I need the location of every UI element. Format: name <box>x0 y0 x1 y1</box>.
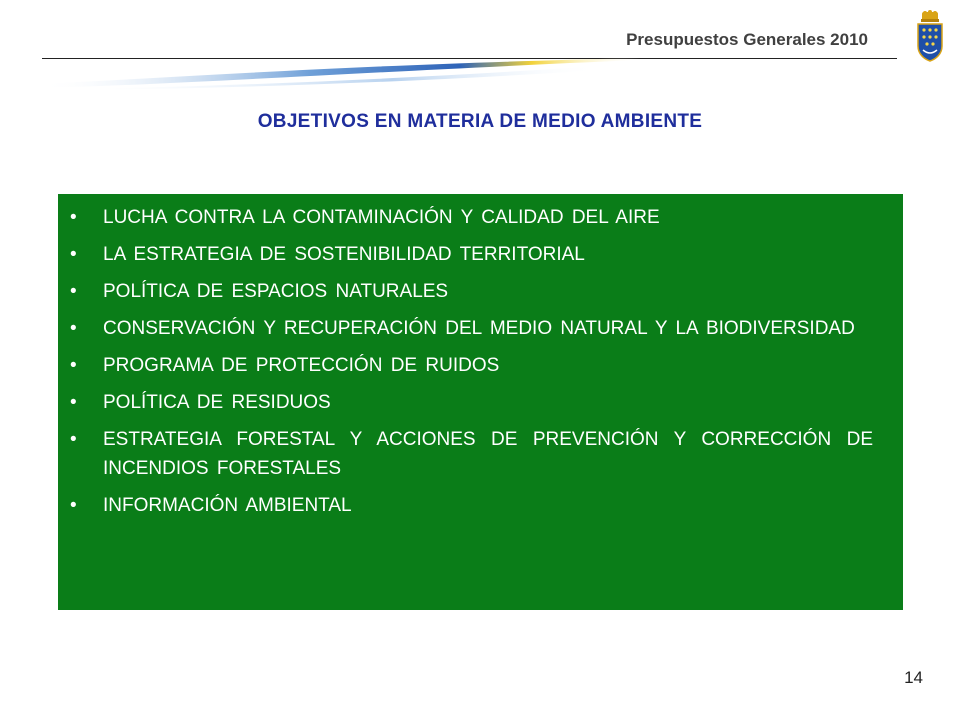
bullet-icon: • <box>70 207 77 228</box>
page-number: 14 <box>904 668 923 687</box>
header-title: Presupuestos Generales 2010 <box>626 30 868 49</box>
list-item <box>68 314 873 343</box>
bullet-icon: • <box>70 355 77 376</box>
objective-text: PROGRAMA DE PROTECCIÓN DE RUIDOS <box>103 355 500 376</box>
list-item <box>68 388 873 417</box>
objective-text: LA ESTRATEGIA DE SOSTENIBILIDAD TERRITORIAL <box>103 244 585 265</box>
bullet-icon: • <box>70 392 77 413</box>
objective-text: LUCHA CONTRA LA CONTAMINACIÓN Y CALIDAD DEL AIRE <box>103 207 660 228</box>
bullet-icon: • <box>70 281 77 302</box>
objective-text: CONSERVACIÓN Y RECUPERACIÓN DEL MEDIO NATURAL Y LA BIODIVERSIDAD <box>103 318 855 339</box>
objective-text: POLÍTICA DE RESIDUOS <box>103 392 331 413</box>
list-item <box>68 203 873 232</box>
list-item <box>68 351 873 380</box>
objective-text: ESTRATEGIA FORESTAL Y ACCIONES DE PREVENCIÓN Y CORRECCIÓN DE INCENDIOS FORESTALES <box>103 429 873 479</box>
bullet-icon: • <box>70 318 77 339</box>
list-item <box>68 240 873 269</box>
bullet-icon: • <box>70 495 77 516</box>
list-item <box>68 425 873 483</box>
header-swoosh-decoration <box>40 58 640 90</box>
slide-title: OBJETIVOS EN MATERIA DE MEDIO AMBIENTE <box>257 111 703 132</box>
bullet-icon: • <box>70 429 77 450</box>
list-item <box>68 491 873 520</box>
objectives-list <box>68 203 873 520</box>
list-item <box>68 277 873 306</box>
objectives-panel <box>58 194 903 610</box>
objective-text: INFORMACIÓN AMBIENTAL <box>103 495 352 516</box>
objective-text: POLÍTICA DE ESPACIOS NATURALES <box>103 281 449 302</box>
coat-of-arms-icon <box>911 10 949 62</box>
bullet-icon: • <box>70 244 77 265</box>
